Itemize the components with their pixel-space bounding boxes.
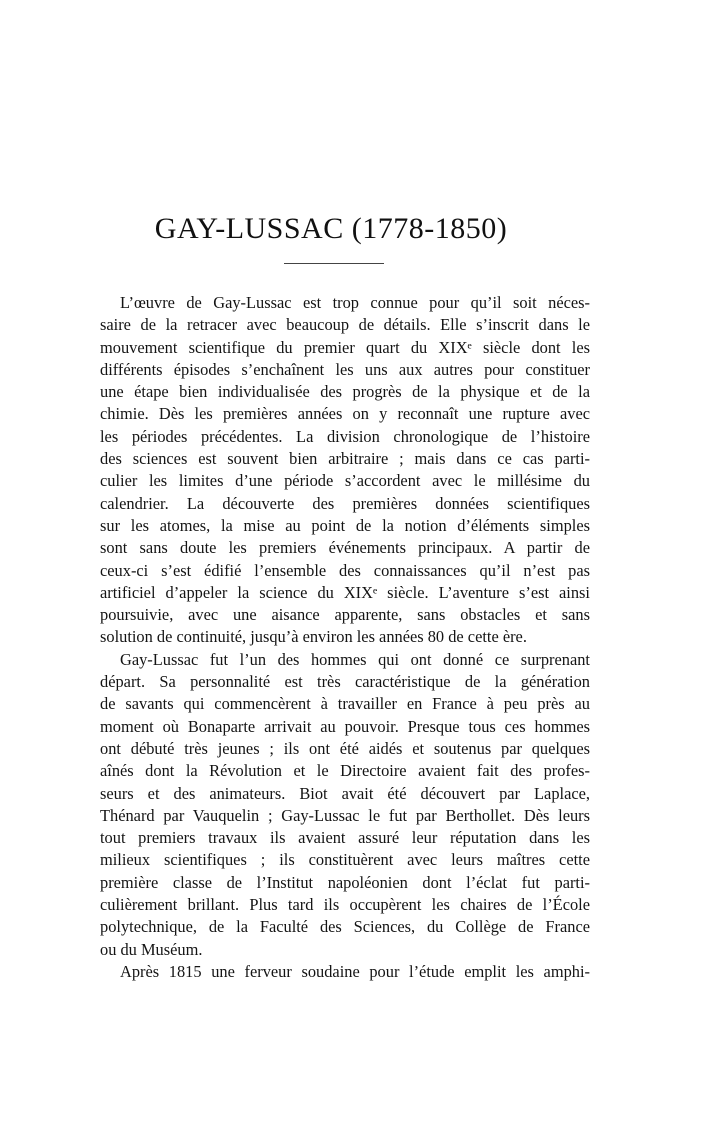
text-line: ou du Muséum. (100, 939, 203, 959)
text-line: culier les limites d’une période s’accordent avec le millésime du (100, 471, 590, 491)
text-line: saire de la retracer avec beaucoup de détails. Elle s’inscrit dans le (100, 315, 590, 335)
text-line: tout premiers travaux ils avaient assuré leur réputation dans les (100, 828, 590, 848)
text-line: artificiel d’appeler la science du XIXᵉ siècle. L’aventure s’est ainsi (100, 582, 590, 602)
text-line: polytechnique, de la Faculté des Sciences, du Collège de France (100, 917, 590, 937)
text-line: Gay-Lussac fut l’un des hommes qui ont donné ce surprenant (120, 649, 590, 669)
page-title: GAY-LUSSAC (1778-1850) (154, 212, 508, 245)
text-line: sont sans doute les premiers événements principaux. A partir de (100, 538, 590, 558)
text-line: les périodes précédentes. La division chronologique de l’histoire (100, 426, 590, 446)
text-line: départ. Sa personnalité est très caractéristique de la génération (100, 672, 590, 692)
text-line: culièrement brillant. Plus tard ils occupèrent les chaires de l’École (100, 895, 590, 915)
text-line: calendrier. La découverte des premières données scientifiques (100, 493, 590, 513)
text-line: poursuivie, avec une aisance apparente, sans obstacles et sans (100, 605, 590, 625)
text-line: mouvement scientifique du premier quart du XIXᵉ siècle dont les (100, 337, 590, 357)
text-line: moment où Bonaparte arrivait au pouvoir. Presque tous ces hommes (100, 716, 590, 736)
text-line: solution de continuité, jusqu’à environ les années 80 de cette ère. (100, 627, 527, 647)
text-line: milieux scientifiques ; ils constituèrent avec leurs maîtres cette (100, 850, 590, 870)
text-line: aînés dont la Révolution et le Directoire avaient fait des profes- (100, 761, 590, 781)
text-line: une étape bien individualisée des progrès de la physique et de la (100, 382, 590, 402)
text-line: des sciences est souvent bien arbitraire ; mais dans ce cas parti- (100, 449, 590, 469)
text-line: de savants qui commencèrent à travailler en France à peu près au (100, 694, 590, 714)
body-text (100, 292, 590, 983)
text-line: L’œuvre de Gay-Lussac est trop connue pour qu’il soit néces- (120, 293, 590, 312)
text-line: différents épisodes s’enchaînent les uns aux autres pour constituer (100, 359, 590, 379)
text-line: ceux-ci s’est édifié l’ensemble des connaissances qu’il n’est pas (100, 560, 590, 580)
text-line: première classe de l’Institut napoléonien dont l’éclat fut parti- (100, 872, 590, 892)
text-line: seurs et des animateurs. Biot avait été découvert par Laplace, (100, 783, 590, 803)
text-line: chimie. Dès les premières années on y reconnaît une rupture avec (100, 404, 590, 424)
text-line: ont débuté très jeunes ; ils ont été aidés et soutenus par quelques (100, 738, 590, 758)
text-line: Après 1815 une ferveur soudaine pour l’étude emplit les amphi- (120, 961, 590, 981)
text-line: Thénard par Vauquelin ; Gay-Lussac le fut par Berthollet. Dès leurs (100, 805, 590, 825)
text-line: sur les atomes, la mise au point de la notion d’éléments simples (100, 515, 590, 535)
title-divider (284, 263, 384, 264)
